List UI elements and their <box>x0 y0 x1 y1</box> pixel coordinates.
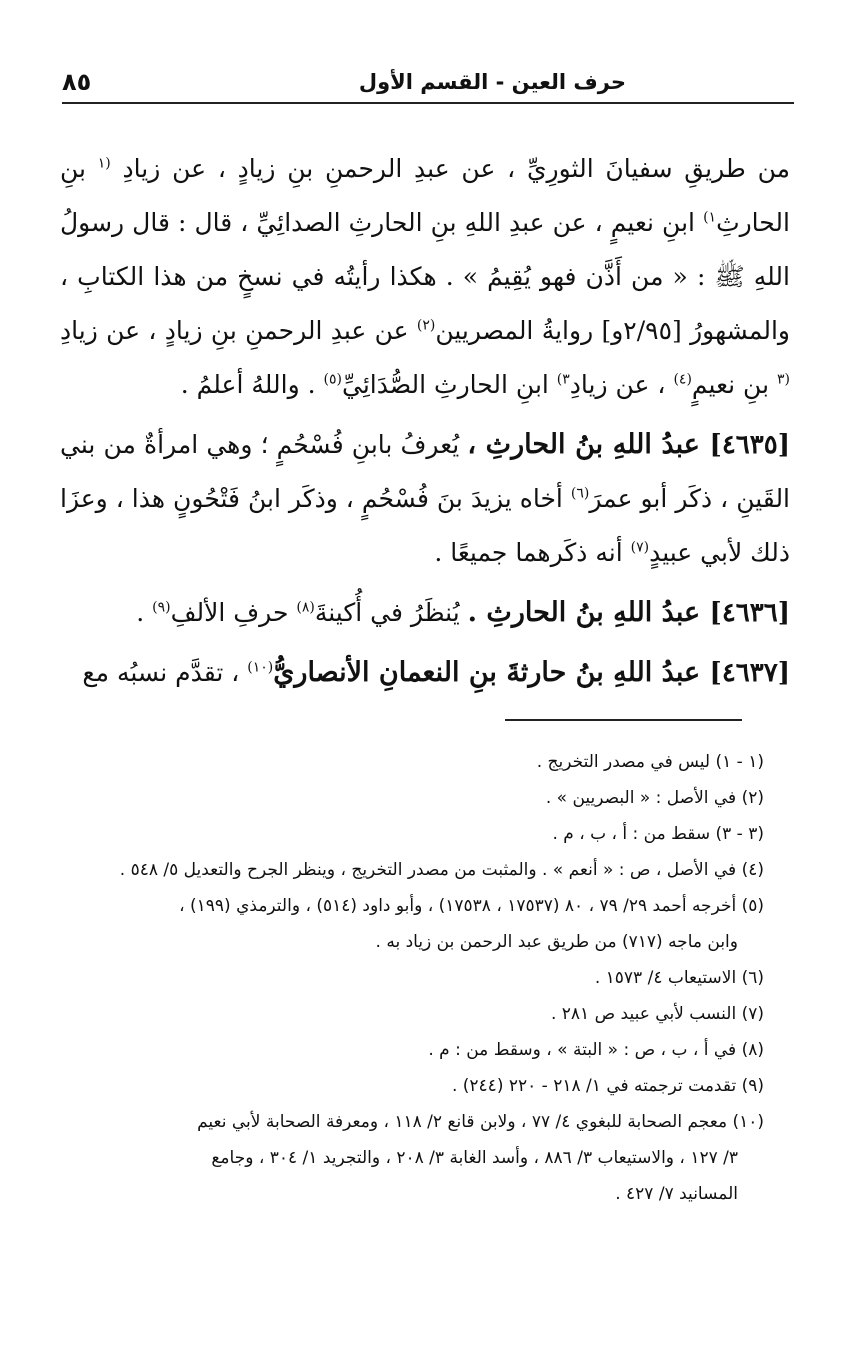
entry-name: عبدُ اللهِ بنُ حارثةَ بنِ النعمانِ الأنصاريُّ <box>273 657 710 688</box>
entry-4637: [٤٦٣٧] عبدُ اللهِ بنُ حارثةَ بنِ النعمانِ الأنصاريُّ$^{(١٠)}$ ، تقدَّم نسبُه مع <box>82 657 790 688</box>
footnote: (١٠) معجم الصحابة للبغوي ٤/ ٧٧ ، ولابن قانع ٢/ ١١٨ ، ومعرفة الصحابة لأبي نعيم <box>197 1112 764 1132</box>
entry-4636: [٤٦٣٦] عبدُ اللهِ بنُ الحارثِ . يُنظَرُ في أُكينةَ$^{(٨)}$ حرفِ الألفِ$^{(٩)}$ . <box>136 597 790 628</box>
main-text <box>60 142 790 700</box>
footnote: (٨) في أ ، ب ، ص : « البتة » ، وسقط من : م . <box>428 1040 764 1060</box>
entry-number: [٤٦٣٦] <box>709 598 790 628</box>
page-header <box>62 64 794 104</box>
footnote: (٣ - ٣) سقط من : أ ، ب ، م . <box>552 824 764 844</box>
footnote-continuation: المسانيد ٧/ ٤٢٧ . <box>615 1184 738 1204</box>
footnote: (٥) أخرجه أحمد ٢٩/ ٧٩ ، ٨٠ (١٧٥٣٧ ، ١٧٥٣٨) ، وأبو داود (٥١٤) ، والترمذي (١٩٩) ، <box>179 896 764 916</box>
entry-4635: [٤٦٣٥] عبدُ اللهِ بنُ الحارثِ ، يُعرفُ بابنِ فُسْحُمٍ ؛ وهي امرأةٌ من بني القَينِ ، ذكَر أبو عمرَ$^{(٦)}$ أخاه يزيدَ بنَ فُسْحُمٍ ، وذكَر ابنُ فَتْحُونٍ هذا ، وعزَا ذلك لأبي عبيدٍ$^{(٧)}$ أنه ذكَرهما جميعًا . <box>60 429 791 567</box>
entry-number: [٤٦٣٧] <box>709 658 790 688</box>
entry-name: عبدُ اللهِ بنُ الحارثِ ، <box>467 429 710 460</box>
footnotes <box>60 744 764 1212</box>
paragraph-continuation: من طريقِ سفيانَ الثورِيِّ ، عن عبدِ الرحمنِ بنِ زيادٍ ، عن زيادِ $^{(١}$ بنِ الحارثِ$^{١)}$ ابنِ نعيمٍ ، عن عبدِ اللهِ بنِ الحارثِ الصدائِيِّ ، قال : قال رسولُ اللهِ ﷺ : « من أَذَّن فهو يُقِيمُ » . هكذا رأيتُه في نسخٍ من هذا الكتابِ ، والمشهورُ [٢/٩٥و] روايةُ المصريين$^{(٢)}$ عن عبدِ الرحمنِ بنِ زيادٍ ، عن زيادِ $^{(٣}$ بنِ نعيمٍ$^{(٤)}$ ، عن زيادِ$^{٣)}$ ابنِ الحارثِ الصُّدَائِيِّ$^{(٥)}$ . واللهُ أعلمُ . <box>60 154 790 399</box>
footnote: (٦) الاستيعاب ٤/ ١٥٧٣ . <box>594 968 764 988</box>
entry-number: [٤٦٣٥] <box>709 430 790 460</box>
entry-name: عبدُ اللهِ بنُ الحارثِ . <box>467 597 710 628</box>
running-title: حرف العين - القسم الأول <box>358 70 626 94</box>
footnote: (١ - ١) ليس في مصدر التخريج . <box>536 752 764 772</box>
footnote-continuation: ٣/ ١٢٧ ، والاستيعاب ٣/ ٨٨٦ ، وأسد الغابة ٣/ ٢٠٨ ، والتجريد ١/ ٣٠٤ ، وجامع <box>211 1148 738 1168</box>
footnote: (٢) في الأصل : « البصريين » . <box>545 788 764 808</box>
page-number: ٨٥ <box>62 68 92 96</box>
header-rule <box>62 102 794 104</box>
footnote: (٩) تقدمت ترجمته في ١/ ٢١٨ - ٢٢٠ (٢٤٤) . <box>451 1076 764 1096</box>
footnote: (٧) النسب لأبي عبيد ص ٢٨١ . <box>550 1004 764 1024</box>
footnote-rule <box>505 719 742 721</box>
footnote: (٤) في الأصل ، ص : « أنعم » . والمثبت من مصدر التخريج ، وينظر الجرح والتعديل ٥/ ٥٤٨ . <box>119 860 764 880</box>
footnote-continuation: وابن ماجه (٧١٧) من طريق عبد الرحمن بن زياد به . <box>375 932 738 952</box>
folio-marker: [٢/٩٥و] <box>601 316 682 345</box>
